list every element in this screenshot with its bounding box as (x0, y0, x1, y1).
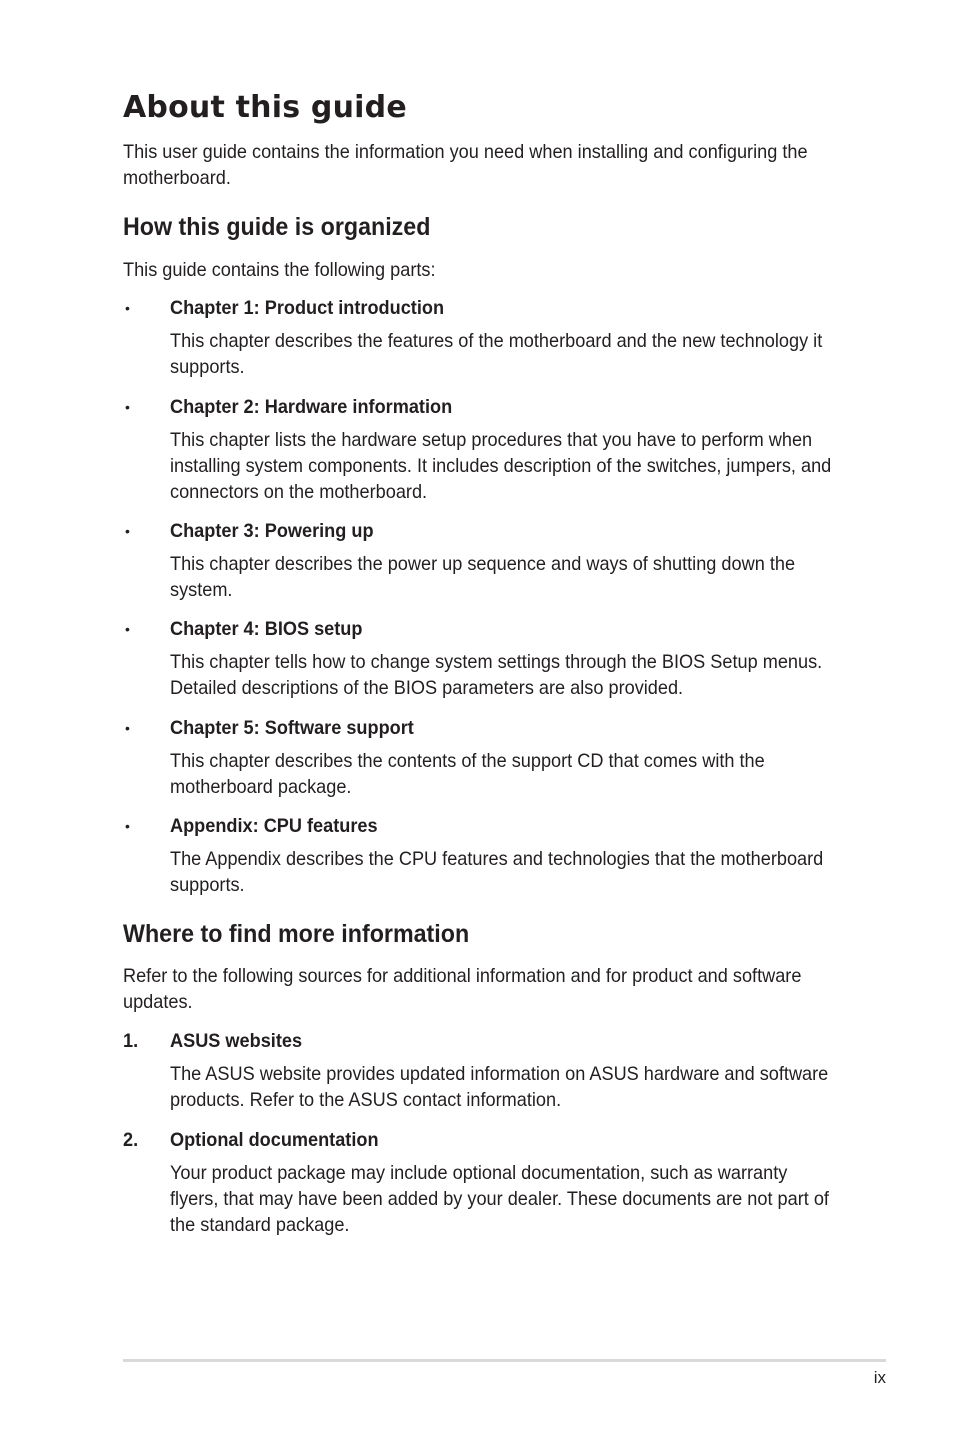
item-title: ASUS websites (170, 1030, 303, 1052)
item-description: This chapter describes the power up sequence and ways of shutting down the system. (170, 553, 796, 601)
page-title: About this guide (123, 90, 407, 125)
item-description: The Appendix describes the CPU features and technologies that the motherboard supports. (170, 848, 824, 896)
item-description: This chapter describes the contents of the support CD that comes with the motherboard package. (170, 750, 765, 798)
bullet-marker: • (125, 818, 130, 834)
item-description: This chapter lists the hardware setup procedures that you have to perform when installing system components. It includes description of the switches, jumpers, and connectors on the motherboard. (170, 429, 832, 503)
item-title: Chapter 1: Product introduction (170, 297, 445, 319)
bullet-marker: • (125, 720, 130, 736)
item-title: Appendix: CPU features (170, 815, 378, 837)
item-description: This chapter tells how to change system settings through the BIOS Setup menus. Detailed descriptions of the BIOS parameters are also provided. (170, 651, 823, 699)
section-heading-more-info: Where to find more information (123, 920, 470, 948)
bullet-marker: • (125, 621, 130, 637)
item-description: Your product package may include optional documentation, such as warranty flyers, that may have been added by your dealer. These documents are not part of the standard package. (170, 1162, 829, 1236)
section-heading-organized: How this guide is organized (123, 213, 431, 241)
number-marker: 2. (123, 1129, 139, 1151)
item-title: Optional documentation (170, 1129, 379, 1151)
footer-divider (123, 1359, 886, 1362)
section-lead-more-info: Refer to the following sources for additional information and for product and software updates. (123, 965, 802, 1013)
item-title: Chapter 5: Software support (170, 717, 414, 739)
page-number: ix (873, 1368, 886, 1387)
bullet-marker: • (125, 399, 130, 415)
bullet-marker: • (125, 523, 130, 539)
item-title: Chapter 4: BIOS setup (170, 618, 363, 640)
item-title: Chapter 2: Hardware information (170, 396, 453, 418)
section-lead-organized: This guide contains the following parts: (123, 259, 436, 281)
item-description: The ASUS website provides updated information on ASUS hardware and software products. Refer to the ASUS contact information. (170, 1063, 829, 1111)
bullet-marker: • (125, 300, 130, 316)
intro-paragraph: This user guide contains the information you need when installing and configuring the motherboard. (123, 141, 808, 189)
number-marker: 1. (123, 1030, 139, 1052)
item-description: This chapter describes the features of the motherboard and the new technology it supports. (170, 330, 823, 378)
item-title: Chapter 3: Powering up (170, 520, 374, 542)
